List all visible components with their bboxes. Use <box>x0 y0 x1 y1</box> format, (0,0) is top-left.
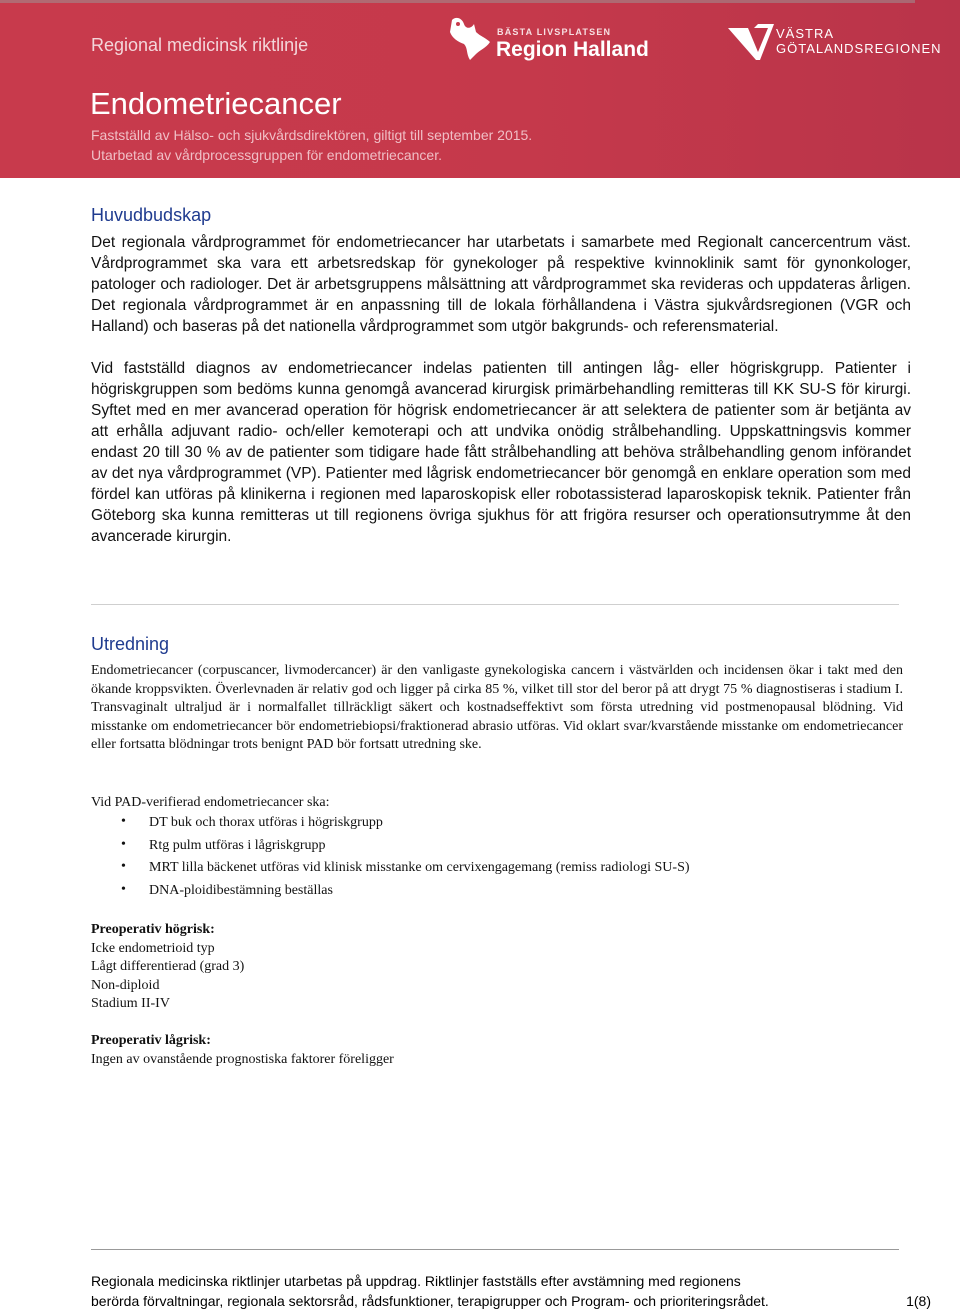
high-risk-item: Lågt differentierad (grad 3) <box>91 959 245 974</box>
list-item <box>91 838 690 861</box>
footer <box>91 1271 931 1311</box>
header-band <box>0 0 960 178</box>
huvudbudskap-paragraph-2: Vid fastställd diagnos av endometriecancer indelas patienten till antingen låg- eller högriskgrupp. Patienter i högriskgruppen som bedöms kunna genomgå avancerad kirurgisk primärbehandling remitteras till KK SU-S för kirurgi. Syftet med en mer avancerad operation för högrisk endometriecancer är att selektera de patienter som är betjänta av att erhålla adjuvant radio- och/eller kemoterapi och att undvika onödig strålbehandling. Uppskattningsvis kommer endast 20 till 30 % av de patienter som tidigare hade fått strålbehandling att behöva strålbehandling genom införandet av det nya vårdprogrammet (VP). Patienter med lågrisk endometriecancer bör genomgå en enklare operation som med fördel kan utföras på klinikerna i regionen med laparoskopisk eller robotassisterad laparoskopisk teknik. Patienter från Göteborg ska kunna remitteras ut till regionens övriga sjukhus för att frigöra resurser och operationsutrymme åt den avancerade kirurgin. <box>91 360 911 545</box>
list-item-text: Rtg pulm utföras i lågriskgrupp <box>149 837 326 853</box>
low-risk-text: Ingen av ovanstående prognostiska faktorer föreligger <box>91 1051 394 1067</box>
utredning-intro <box>91 662 903 755</box>
low-risk-heading: Preoperativ lågrisk: <box>91 1033 211 1048</box>
huvudbudskap-body <box>91 232 911 568</box>
halland-tagline: BÄSTA LIVSPLATSEN <box>497 27 612 37</box>
high-risk-block <box>91 921 903 1014</box>
vgr-line1: VÄSTRA <box>776 26 835 41</box>
document-title: Endometriecancer <box>90 86 342 121</box>
high-risk-item: Stadium II-IV <box>91 996 170 1011</box>
list-item-text: DT buk och thorax utföras i högriskgrupp <box>149 815 383 830</box>
utredning-intro-paragraph: Endometriecancer (corpuscancer, livmodercancer) är den vanligaste gynekologiska cancern i västvärlden och incidensen ökar i takt med den ökande kroppsvikten. Överlevnaden är relativ god och ligger på cirka 85 %, vilket till stor del beror på att drygt 75 % diagnostiseras i stadium I. Transvaginalt ultraljud är i normalfallet tillräckligt säkert och kostnadseffektivt som första utredning vid postmenopausal blödning. Vid misstanke om endometriecancer bör endometriebiopsi/fraktionerad abrasio utföras. Vid oklart svar/kvarstående misstanke om endometriecancer eller fortsatta blödningar trots benignt PAD bör fortsatt utredning ske. <box>91 663 903 752</box>
page-number: 1(8) <box>906 1293 931 1309</box>
header-top-line <box>0 0 915 3</box>
pad-lead-text: Vid PAD-verifierad endometriecancer ska: <box>91 795 330 810</box>
section-heading-huvudbudskap: Huvudbudskap <box>91 205 212 225</box>
bullet-icon: • <box>121 881 126 897</box>
list-item <box>91 860 690 883</box>
high-risk-heading: Preoperativ högrisk: <box>91 922 215 937</box>
series-label: Regional medicinsk riktlinje <box>91 35 309 55</box>
bullet-icon: • <box>121 836 126 852</box>
pad-lead <box>91 794 903 813</box>
section-heading-utredning: Utredning <box>91 634 170 654</box>
high-risk-item: Icke endometrioid typ <box>91 940 215 956</box>
footer-line-2: berörda förvaltningar, regionala sektorsråd, rådsfunktioner, terapigrupper och Program- och prioriteringsrådet. <box>91 1293 769 1309</box>
huvudbudskap-paragraph-1: Det regionala vårdprogrammet för endometriecancer har utarbetats i samarbete med Regionalt cancercentrum väst. Vårdprogrammet ska vara ett arbetsredskap för gynekologer på respektive kvinnoklinik samt för gynonkologer, patologer och radiologer. Det är arbetsgruppens målsättning att vårdprogrammet ska revideras och uppdateras årligen. Det regionala vårdprogrammet är en anpassning till de lokala förhållandena i Västra sjukvårdsregionen (VGR och Halland) och baseras på det nationella vårdprogrammet som utgör bakgrunds- och referensmaterial. <box>91 234 911 335</box>
high-risk-item: Non-diploid <box>91 977 160 993</box>
list-item-text: MRT lilla bäckenet utföras vid klinisk misstanke om cervixengagemang (remiss radiologi SU-S) <box>149 860 690 875</box>
footer-line-1: Regionala medicinska riktlinjer utarbetas på uppdrag. Riktlinjer fastställs efter avstämning med regionens <box>91 1273 741 1289</box>
established-note: Fastställd av Hälso- och sjukvårdsdirektören, giltigt till september 2015. <box>91 127 533 143</box>
low-risk-block <box>91 1032 903 1069</box>
prepared-by-note: Utarbetad av vårdprocessgruppen för endometriecancer. <box>91 147 442 163</box>
bullet-icon: • <box>121 859 126 874</box>
halland-name: Region Halland <box>496 38 649 61</box>
section-divider <box>91 604 899 605</box>
footer-rule <box>91 1249 899 1250</box>
list-item <box>91 883 690 906</box>
bullet-icon: • <box>121 814 126 829</box>
pad-bullet-list <box>91 815 690 905</box>
list-item <box>91 815 690 838</box>
list-item-text: DNA-ploidibestämning beställas <box>149 882 333 898</box>
vgr-line2: GÖTALANDSREGIONEN <box>776 41 942 56</box>
